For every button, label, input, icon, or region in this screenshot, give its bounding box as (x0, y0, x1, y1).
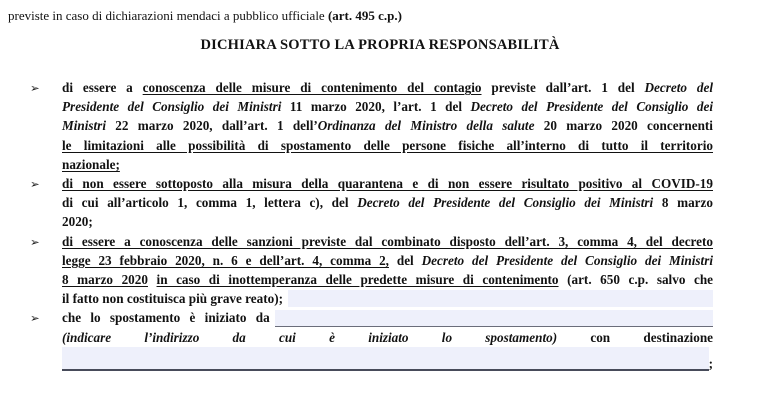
arrowhead-bullet-icon: ➢ (30, 81, 40, 95)
text-run: di essere a (62, 80, 143, 95)
text-line (62, 193, 713, 212)
bullet-item-measures (30, 78, 713, 174)
text-run: Decreto del Presidente del Consiglio dei Ministri (421, 252, 713, 268)
bullet-list (30, 78, 713, 373)
text-line (62, 78, 713, 97)
text-line-with-field (62, 289, 713, 308)
text-line (62, 270, 713, 289)
text-run: Decreto del (644, 80, 713, 95)
text-line (62, 328, 713, 347)
text-line (62, 212, 713, 231)
blank-highlight-field[interactable] (288, 290, 713, 307)
text-run: 20 marzo 2020 concernenti (534, 118, 713, 134)
bullet-text (62, 308, 713, 372)
text-run: legge 23 febbraio 2020, n. 6 e dell’art. 4, comma 2, (62, 252, 389, 268)
text-run: Ordinanza del Ministro della salute (317, 118, 535, 134)
bullet-text (62, 174, 713, 232)
text-run: Ministri (62, 118, 106, 134)
text-run: del (388, 252, 422, 268)
text-line (62, 97, 713, 116)
destination-field[interactable] (62, 347, 709, 371)
arrowhead-bullet-icon: ➢ (30, 234, 40, 249)
text-run: (indicare l’indirizzo da cui è iniziato lo spostamento) (62, 329, 558, 345)
text-run: il fatto non costituisca più grave reato); (62, 291, 283, 307)
text-run: (art. 495 c.p.) (327, 8, 402, 23)
text-run: (art. 650 c.p. salvo che (558, 272, 714, 288)
text-run: con destinazione (557, 329, 714, 345)
page-title: DICHIARA SOTTO LA PROPRIA RESPONSABILITÀ (200, 37, 560, 53)
text-run: previste in caso di dichiarazioni mendaci a pubblico ufficiale (8, 8, 328, 23)
text-line (62, 251, 713, 270)
arrowhead-bullet-icon: ➢ (30, 177, 40, 192)
text-run: 8 marzo 2020 (62, 272, 148, 288)
text-run: previste dall’art. 1 del (481, 80, 645, 95)
text-line (62, 155, 713, 174)
text-run: nazionale; (62, 156, 120, 172)
text-run (148, 272, 157, 287)
text-line-with-field (62, 308, 713, 327)
arrowhead-bullet-icon: ➢ (30, 311, 40, 326)
text-run: le limitazioni alle possibilità di spostamento delle persone fisiche all’interno di tutto il territorio (62, 137, 713, 153)
text-line-with-field (62, 347, 713, 373)
text-line (62, 174, 713, 193)
text-run: Decreto del Presidente del Consiglio dei Ministri (357, 195, 654, 211)
text-run: 22 marzo 2020, dall’art. 1 dell’ (105, 118, 318, 134)
bullet-item-trip (30, 308, 713, 372)
departure-address-field[interactable] (275, 310, 713, 327)
bullet-text (62, 78, 713, 174)
text-line (62, 136, 713, 155)
text-run: ; (708, 355, 713, 371)
text-line (62, 232, 713, 251)
bullet-text (62, 232, 713, 309)
text-run: di cui all’articolo 1, comma 1, lettera c), del (62, 195, 358, 211)
text-line (62, 116, 713, 135)
text-run: che lo spostamento è iniziato da (62, 310, 270, 326)
text-run: Presidente del Consiglio dei Ministri (62, 99, 282, 115)
bullet-item-quarantine (30, 174, 713, 232)
text-run: in caso di inottemperanza delle predette misure di contenimento (156, 272, 559, 288)
text-run: 11 marzo 2020, l’art. 1 del (281, 99, 471, 115)
intro-line (0, 0, 760, 24)
text-run: 2020; (62, 214, 93, 230)
text-run: Decreto del Presidente del Consiglio dei (470, 99, 713, 115)
text-run: conoscenza delle misure di contenimento del contagio (142, 80, 482, 95)
text-run: 8 marzo (653, 195, 713, 211)
text-run: di non essere sottoposto alla misura della quarantena e di non essere risultato positivo al COVID-19 (62, 176, 713, 192)
text-run: di essere a conoscenza delle sanzioni previste dal combinato disposto dell’art. 3, comma 4, del decreto (62, 233, 713, 249)
bullet-item-sanctions (30, 232, 713, 309)
